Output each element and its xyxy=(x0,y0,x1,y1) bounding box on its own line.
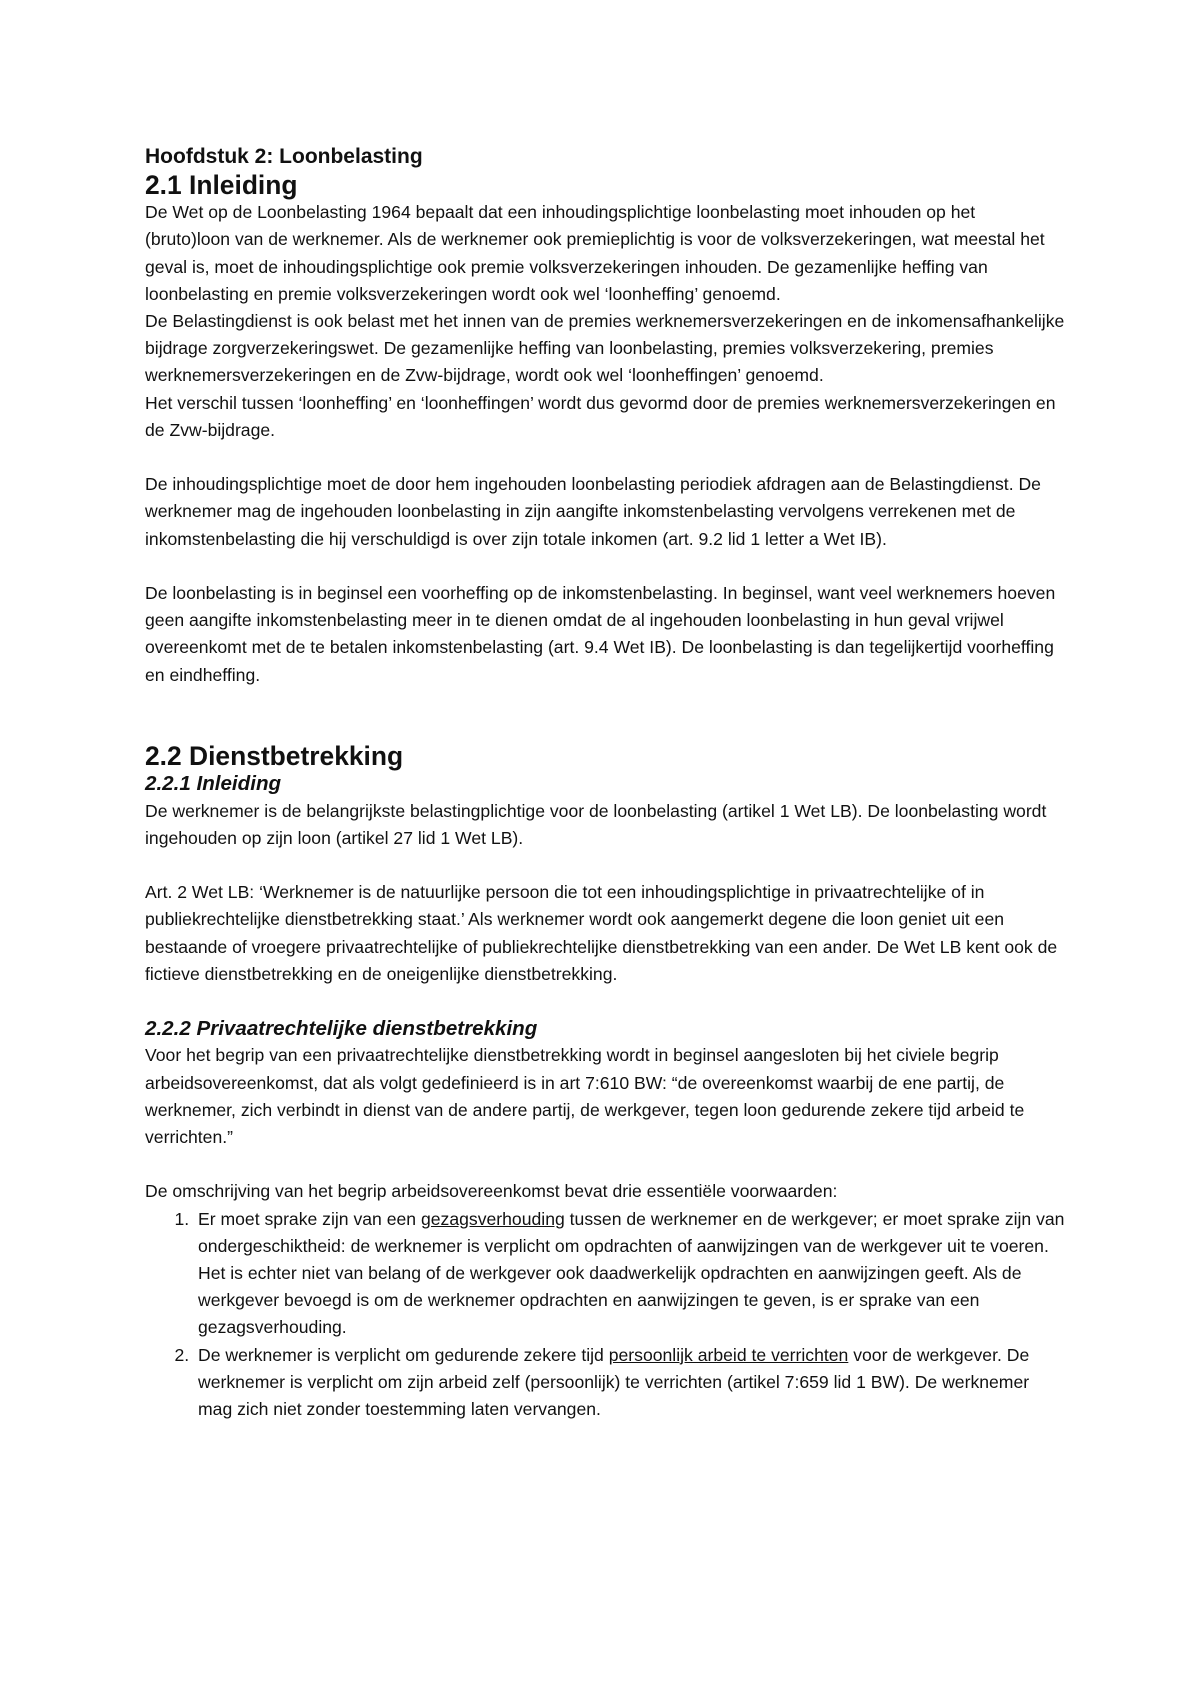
spacer xyxy=(145,689,1065,743)
list-item-text: Er moet sprake zijn van een xyxy=(198,1208,421,1229)
subsection-heading-2-2-1: 2.2.1 Inleiding xyxy=(145,772,282,796)
underlined-term: gezagsverhouding xyxy=(420,1208,565,1229)
paragraph: Het verschil tussen ‘loonheffing’ en ‘loonheffingen’ wordt dus gevormd door de premies werknemersverzekeringen en de Zvw-bijdrage. xyxy=(145,392,1056,440)
spacer xyxy=(145,988,1065,1015)
spacer xyxy=(145,444,1065,471)
list-item-text: De werknemer is verplicht om gedurende zekere tijd xyxy=(198,1344,609,1365)
list-item xyxy=(194,1206,1065,1342)
paragraph: Art. 2 Wet LB: ‘Werknemer is de natuurlijke persoon die tot een inhoudingsplichtige in privaatrechtelijke of in publiekrechtelijke dienstbetrekking staat.’ Als werknemer wordt ook aangemerkt degene die loon geniet uit een bestaande of vroegere privaatrechtelijke of publiekrechtelijke dienstbetrekking van een ander. De Wet LB kent ook de fictieve dienstbetrekking en de oneigenlijke dienstbetrekking. xyxy=(145,882,1058,984)
subsection-heading-2-2-2: 2.2.2 Privaatrechtelijke dienstbetrekking xyxy=(145,1017,538,1041)
spacer xyxy=(145,852,1065,879)
document-page xyxy=(145,142,1065,1423)
list-item-text: tussen de werknemer en de werkgever; er moet sprake zijn van ondergeschiktheid: de werknemer is verplicht om opdrachten of aanwijzingen van de werkgever uit te voeren. Het is echter niet van belang of de werkgever ook daadwerkelijk opdrachten en aanwijzingen geeft. Als de werkgever bevoegd is om de werknemer opdrachten en aanwijzingen te geven, is er sprake van een gezagsverhouding. xyxy=(198,1208,1065,1338)
section-heading-2-2: 2.2 Dienstbetrekking xyxy=(145,741,404,772)
list-item xyxy=(194,1342,1065,1424)
paragraph: De loonbelasting is in beginsel een voorheffing op de inkomstenbelasting. In beginsel, want veel werknemers hoeven geen aangifte inkomstenbelasting meer in te dienen omdat de al ingehouden loonbelasting in hun geval vrijwel overeenkomt met de te betalen inkomstenbelasting (art. 9.4 Wet IB). De loonbelasting is dan tegelijkertijd voorheffing en eindheffing. xyxy=(145,583,1056,685)
paragraph: De Wet op de Loonbelasting 1964 bepaalt dat een inhoudingsplichtige loonbelasting moet inhouden op het (bruto)loon van de werknemer. Als de werknemer ook premieplichtig is voor de volksverzekeringen, wat meestal het geval is, moet de inhoudingsplichtige ook premie volksverzekeringen inhouden. De gezamenlijke heffing van loonbelasting en premie volksverzekeringen wordt ook wel ‘loonheffing’ genoemd. xyxy=(145,202,1045,304)
paragraph: De inhoudingsplichtige moet de door hem ingehouden loonbelasting periodiek afdragen aan de Belastingdienst. De werknemer mag de ingehouden loonbelasting in zijn aangifte inkomstenbelasting vervolgens verrekenen met de inkomstenbelasting die hij verschuldigd is over zijn totale inkomen (art. 9.2 lid 1 letter a Wet IB). xyxy=(145,474,1041,549)
spacer xyxy=(145,553,1065,580)
paragraph: De Belastingdienst is ook belast met het innen van de premies werknemersverzekeringen en de inkomensafhankelijke bijdrage zorgverzekeringswet. De gezamenlijke heffing van loonbelasting, premies volksverzekering, premies werknemersverzekeringen en de Zvw-bijdrage, wordt ook wel ‘loonheffingen’ genoemd. xyxy=(145,311,1065,386)
chapter-title: Hoofdstuk 2: Loonbelasting xyxy=(145,145,423,168)
conditions-list xyxy=(145,1206,1065,1424)
paragraph: De werknemer is de belangrijkste belastingplichtige voor de loonbelasting (artikel 1 Wet LB). De loonbelasting wordt ingehouden op zijn loon (artikel 27 lid 1 Wet LB). xyxy=(145,800,1047,848)
underlined-term: persoonlijk arbeid te verrichten xyxy=(608,1344,849,1365)
spacer xyxy=(145,1151,1065,1178)
section-heading-2-1: 2.1 Inleiding xyxy=(145,170,298,200)
paragraph: Voor het begrip van een privaatrechtelijke dienstbetrekking wordt in beginsel aangesloten bij het civiele begrip arbeidsovereenkomst, dat als volgt gedefinieerd is in art 7:610 BW: “de overeenkomst waarbij de ene partij, de werknemer, zich verbindt in dienst van de andere partij, de werkgever, tegen loon gedurende zekere tijd arbeid te verrichten.” xyxy=(145,1045,1025,1148)
paragraph: De omschrijving van het begrip arbeidsovereenkomst bevat drie essentiële voorwaarden: xyxy=(145,1181,838,1202)
list-item-text: voor de werkgever. De werknemer is verplicht om zijn arbeid zelf (persoonlijk) te verrichten (artikel 7:659 lid 1 BW). De werknemer mag zich niet zonder toestemming laten vervangen. xyxy=(198,1344,1030,1420)
